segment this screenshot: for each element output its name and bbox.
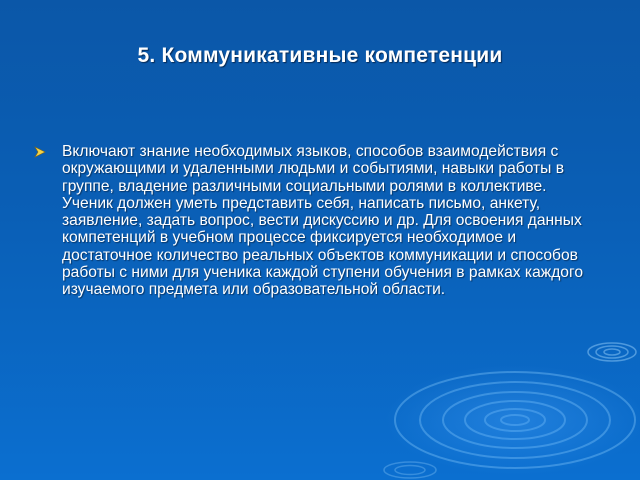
arrowhead-bullet-icon bbox=[34, 146, 46, 158]
slide-title: 5. Коммуникативные компетенции bbox=[137, 44, 503, 67]
bullet-text: Включают знание необходимых языков, способов взаимодействия с окружающими и удаленными людьми и событиями, навыки работы в группе, владение различными социальными ролями в коллективе. Ученик должен уметь представить себя, написать письмо, анкету, заявление, задать вопрос, вести дискуссию и др. Для освоения данных компетенций в учебном процессе фиксируется необходимое и достаточное количество реальных объектов коммуникации и способов работы с ними для ученика каждой ступени обучения в рамках каждого изучаемого предмета или образовательной области. bbox=[62, 143, 583, 299]
bullet-item bbox=[34, 143, 594, 299]
